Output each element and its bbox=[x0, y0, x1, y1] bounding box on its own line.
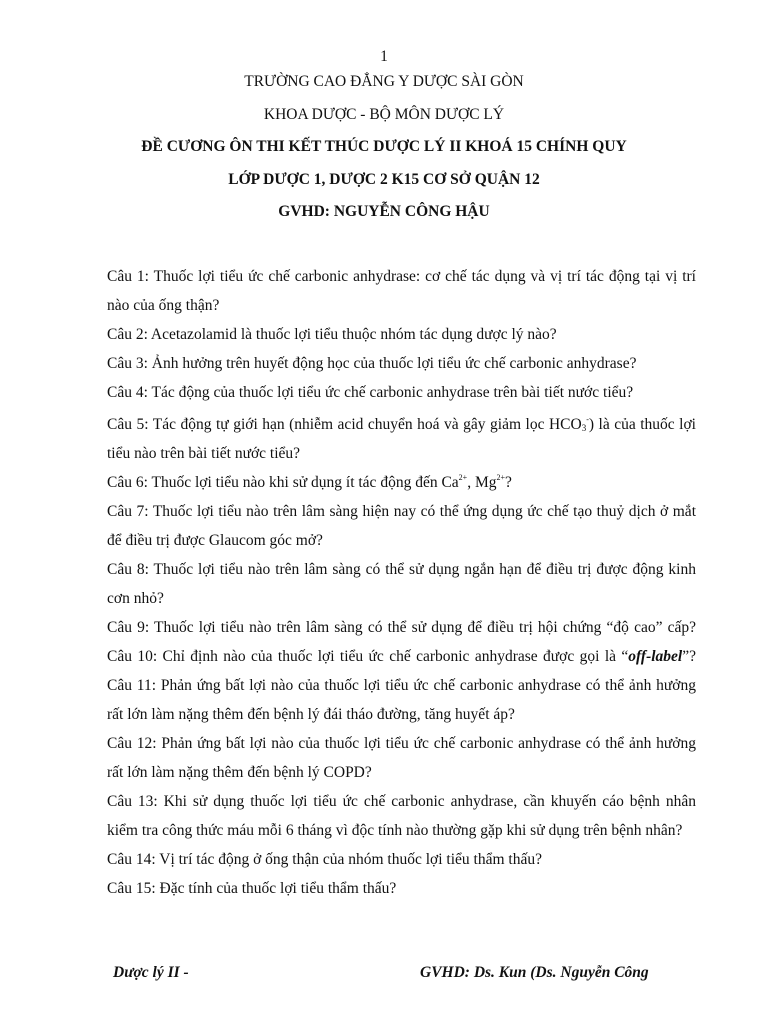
question-10-text-a: Câu 10: Chỉ định nào của thuốc lợi tiểu ức chế carbonic anhydrase được gọi là “ bbox=[107, 648, 629, 665]
question-6-superscript-ca: 2+ bbox=[458, 473, 468, 482]
question-6-text-a: Câu 6: Thuốc lợi tiểu nào khi sử dụng ít tác động đến Ca bbox=[107, 474, 459, 491]
off-label-term: off-label bbox=[628, 648, 683, 665]
question-list bbox=[107, 262, 696, 903]
question-5-text-a: Câu 5: Tác động tự giới hạn (nhiễm acid chuyển hoá và gây giảm lọc HCO bbox=[107, 416, 582, 433]
school-name: TRƯỜNG CAO ĐẲNG Y DƯỢC SÀI GÒN bbox=[244, 73, 524, 90]
question-10-text-b: ”? bbox=[682, 648, 696, 665]
instructor-name: GVHD: NGUYỄN CÔNG HẬU bbox=[278, 203, 490, 220]
question-7: Câu 7: Thuốc lợi tiểu nào trên lâm sàng hiện nay có thể ứng dụng ức chế tạo thuỷ dịch ở mắt để điều trị được Glaucom góc mở? bbox=[107, 503, 696, 549]
question-9-11 bbox=[107, 613, 696, 729]
question-6 bbox=[107, 468, 696, 497]
question-15: Câu 15: Đặc tính của thuốc lợi tiểu thẩm thấu? bbox=[107, 880, 397, 897]
question-5 bbox=[107, 410, 696, 468]
page-footer bbox=[0, 962, 768, 981]
department-name: KHOA DƯỢC - BỘ MÔN DƯỢC LÝ bbox=[263, 106, 505, 123]
question-6-text-b: , Mg bbox=[467, 474, 497, 491]
question-4: Câu 4: Tác động của thuốc lợi tiểu ức chế carbonic anhydrase trên bài tiết nước tiểu? bbox=[107, 384, 634, 401]
question-1: Câu 1: Thuốc lợi tiểu ức chế carbonic anhydrase: cơ chế tác dụng và vị trí tác động tại vị trí nào của ống thận? bbox=[107, 268, 696, 314]
question-8: Câu 8: Thuốc lợi tiểu nào trên lâm sàng có thể sử dụng ngắn hạn để điều trị được động kinh cơn nhỏ? bbox=[107, 561, 696, 607]
question-6-text-c: ? bbox=[505, 474, 512, 491]
question-9: Câu 9: Thuốc lợi tiểu nào trên lâm sàng có thể sử dụng để điều trị hội chứng “độ cao” cấp? bbox=[107, 619, 696, 636]
page-number: 1 bbox=[380, 48, 388, 65]
document-title: ĐỀ CƯƠNG ÔN THI KẾT THÚC DƯỢC LÝ II KHOÁ 15 CHÍNH QUY bbox=[141, 138, 627, 155]
question-11: Câu 11: Phản ứng bất lợi nào của thuốc lợi tiểu ức chế carbonic anhydrase có thể ảnh hưởng rất lớn làm nặng thêm đến bệnh lý đái tháo đường, tăng huyết áp? bbox=[107, 677, 696, 723]
question-5-text-b: ) là của thuốc lợi tiểu nào trên bài tiết nước tiểu? bbox=[107, 416, 696, 462]
question-6-superscript-mg: 2+ bbox=[496, 473, 505, 482]
class-name: LỚP DƯỢC 1, DƯỢC 2 K15 CƠ SỞ QUẬN 12 bbox=[228, 171, 540, 188]
question-12: Câu 12: Phản ứng bất lợi nào của thuốc lợi tiểu ức chế carbonic anhydrase có thể ảnh hưởng rất lớn làm nặng thêm đến bệnh lý COPD? bbox=[107, 735, 696, 781]
question-2: Câu 2: Acetazolamid là thuốc lợi tiểu thuộc nhóm tác dụng dược lý nào? bbox=[107, 326, 557, 343]
question-14: Câu 14: Vị trí tác động ở ống thận của nhóm thuốc lợi tiểu thẩm thấu? bbox=[107, 851, 542, 868]
question-3: Câu 3: Ảnh hưởng trên huyết động học của thuốc lợi tiểu ức chế carbonic anhydrase? bbox=[107, 355, 637, 372]
question-5-subscript: 3 bbox=[581, 423, 587, 433]
question-5-superscript: - bbox=[586, 415, 589, 424]
question-13: Câu 13: Khi sử dụng thuốc lợi tiểu ức chế carbonic anhydrase, cần khuyến cáo bệnh nhân kiểm tra công thức máu mỗi 6 tháng vì độc tính nào thường gặp khi sử dụng trên bệnh nhân? bbox=[107, 793, 696, 839]
footer-instructor: GVHD: Ds. Kun (Ds. Nguyễn Công bbox=[420, 964, 649, 981]
footer-course: Dược lý II - bbox=[113, 964, 189, 981]
